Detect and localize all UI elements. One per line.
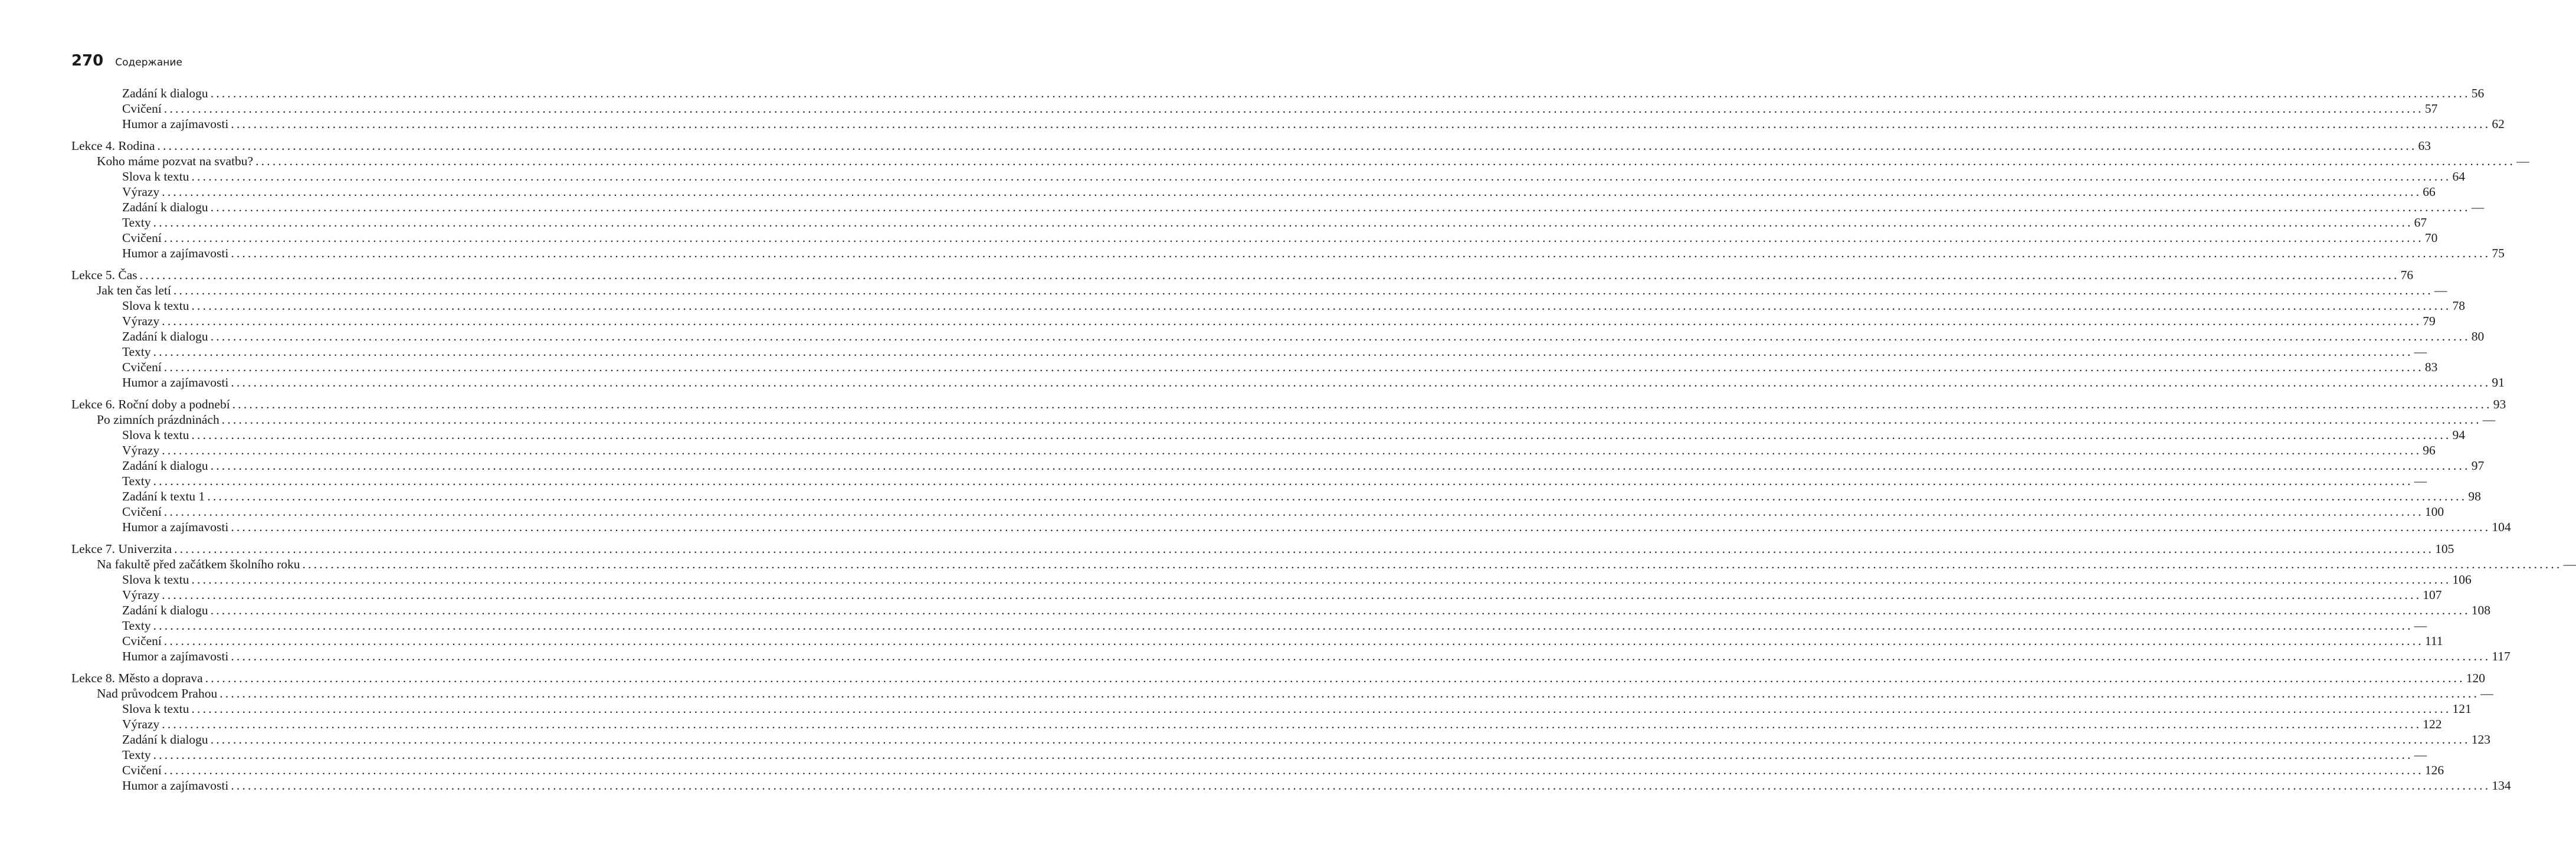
toc-entry-title: Texty [122,215,151,230]
toc-subentry-row[interactable] [71,473,2427,489]
toc-page-number: 111 [2424,634,2443,648]
toc-page-number: 105 [2435,542,2454,556]
toc-subentry-row[interactable] [71,246,2505,261]
toc-page-number: 56 [2471,86,2485,100]
toc-page-number: 80 [2471,329,2485,343]
toc-entry-title: Slova k textu [122,299,189,313]
toc-entry-title: Zadání k dialogu [122,86,208,100]
toc-lesson-row[interactable] [71,397,2506,412]
toc-entry-title: Humor a zajímavosti [122,778,229,793]
toc-subentry-row[interactable] [71,375,2505,390]
toc-section [71,541,2576,664]
toc-entry-title: Slova k textu [122,572,189,587]
dot-leader: ................................................................................................................................................................................................................................................................................................................................................................................................................ [231,649,2491,663]
toc-entry-title: Zadání k dialogu [122,732,208,747]
toc-entry-title: Koho máme pozvat na svatbu? [97,154,254,168]
toc-subentry-row[interactable] [71,344,2427,359]
toc-entry-title: Lekce 6. Roční doby a podnebí [71,397,230,411]
toc-entry-title: Lekce 5. Čas [71,268,137,282]
toc-entry-title: Zadání k textu 1 [122,489,205,503]
dot-leader: ................................................................................................................................................................................................................................................................................................................................................................................................................ [139,268,2400,282]
toc-entry-title: Po zimních prázdninách [97,413,219,427]
toc-entry-title: Cvičení [122,634,162,648]
toc-page-number: 98 [2468,489,2481,503]
toc-page-number: 75 [2492,246,2505,260]
toc-section [71,138,2529,261]
toc-lesson-row[interactable] [71,541,2454,557]
toc-chapter-row[interactable] [71,412,2496,427]
toc-entry-title: Lekce 4. Rodina [71,139,155,153]
dot-leader: ................................................................................................................................................................................................................................................................................................................................................................................................................ [210,86,2470,100]
dot-leader: ................................................................................................................................................................................................................................................................................................................................................................................................................ [207,489,2467,503]
toc-entry-title: Humor a zajímavosti [122,246,229,260]
toc-page-number: 78 [2452,299,2465,313]
toc-page-number: — [2414,748,2427,762]
toc-entry-title: Slova k textu [122,169,189,184]
toc-page-number: 104 [2492,520,2511,534]
toc-entry-title: Výrazy [122,717,160,731]
toc-subentry-row[interactable] [71,458,2485,473]
toc-page-number: — [2482,413,2496,427]
toc-page-number: 93 [2493,397,2506,411]
dot-leader: ................................................................................................................................................................................................................................................................................................................................................................................................................ [210,603,2470,617]
dot-leader: ................................................................................................................................................................................................................................................................................................................................................................................................................ [162,717,2422,731]
toc-subentry-row[interactable] [71,359,2438,375]
toc-entry-title: Na fakultě před začátkem školního roku [97,557,300,571]
dot-leader: ................................................................................................................................................................................................................................................................................................................................................................................................................ [191,572,2452,587]
toc-subentry-row[interactable] [71,747,2427,762]
dot-leader: ................................................................................................................................................................................................................................................................................................................................................................................................................ [153,748,2413,762]
toc-entry-title: Texty [122,618,151,633]
toc-page-number: 66 [2423,185,2436,199]
toc-entry-title: Cvičení [122,505,162,519]
dot-leader: ................................................................................................................................................................................................................................................................................................................................................................................................................ [162,443,2422,457]
toc-page-number: — [2471,200,2485,214]
toc-page-number: 83 [2424,360,2438,374]
dot-leader: ................................................................................................................................................................................................................................................................................................................................................................................................................ [210,732,2470,747]
toc-entry-title: Humor a zajímavosti [122,117,229,131]
toc-entry-title: Texty [122,345,151,359]
dot-leader: ................................................................................................................................................................................................................................................................................................................................................................................................................ [163,634,2424,648]
toc-page-number: 108 [2471,603,2490,617]
toc-lesson-row[interactable] [71,267,2414,283]
toc-page-number: 120 [2466,671,2485,685]
toc-page-number: 76 [2400,268,2414,282]
dot-leader: ................................................................................................................................................................................................................................................................................................................................................................................................................ [255,154,2516,168]
dot-leader: ................................................................................................................................................................................................................................................................................................................................................................................................................ [162,588,2422,602]
toc-page-number: 79 [2423,314,2436,328]
toc-entry-title: Výrazy [122,443,160,457]
dot-leader: ................................................................................................................................................................................................................................................................................................................................................................................................................ [191,428,2452,442]
dot-leader: ................................................................................................................................................................................................................................................................................................................................................................................................................ [231,117,2491,131]
toc-page-number: 67 [2414,215,2427,230]
dot-leader: ................................................................................................................................................................................................................................................................................................................................................................................................................ [302,557,2562,571]
toc-subentry-row[interactable] [71,572,2472,587]
toc-entry-title: Texty [122,474,151,488]
toc-page-number: 107 [2423,588,2442,602]
toc-page-number: 70 [2424,231,2438,245]
toc-subentry-row[interactable] [71,298,2465,313]
toc-entry-title: Zadání k dialogu [122,200,208,214]
toc-page-number: — [2414,618,2427,633]
toc-entry-title: Humor a zajímavosti [122,520,229,534]
toc-entry-title: Cvičení [122,102,162,116]
dot-leader: ................................................................................................................................................................................................................................................................................................................................................................................................................ [163,360,2424,374]
toc-section [71,397,2511,535]
toc-page-number: 57 [2424,102,2438,116]
toc-subentry-row[interactable] [71,427,2465,443]
dot-leader: ................................................................................................................................................................................................................................................................................................................................................................................................................ [231,778,2491,793]
toc-subentry-row[interactable] [71,716,2442,732]
dot-leader: ................................................................................................................................................................................................................................................................................................................................................................................................................ [163,231,2424,245]
dot-leader: ................................................................................................................................................................................................................................................................................................................................................................................................................ [205,671,2465,685]
toc-section [71,86,2505,132]
toc-subentry-row[interactable] [71,184,2436,199]
toc-subentry-row[interactable] [71,230,2438,246]
dot-leader: ................................................................................................................................................................................................................................................................................................................................................................................................................ [191,299,2452,313]
toc-page-number: 96 [2423,443,2436,457]
dot-leader: ................................................................................................................................................................................................................................................................................................................................................................................................................ [191,169,2452,184]
dot-leader: ................................................................................................................................................................................................................................................................................................................................................................................................................ [163,102,2424,116]
dot-leader: ................................................................................................................................................................................................................................................................................................................................................................................................................ [174,542,2434,556]
toc-page-number: — [2563,557,2576,571]
dot-leader: ................................................................................................................................................................................................................................................................................................................................................................................................................ [162,185,2422,199]
toc-chapter-row[interactable] [71,557,2576,572]
toc-page-number: 100 [2424,505,2444,519]
toc-entry-title: Slova k textu [122,702,189,716]
dot-leader: ................................................................................................................................................................................................................................................................................................................................................................................................................ [231,375,2491,390]
dot-leader: ................................................................................................................................................................................................................................................................................................................................................................................................................ [221,413,2482,427]
toc-subentry-row[interactable] [71,329,2485,344]
toc-chapter-row[interactable] [71,153,2529,169]
toc-entry-title: Lekce 8. Město a doprava [71,671,203,685]
dot-leader: ................................................................................................................................................................................................................................................................................................................................................................................................................ [153,215,2413,230]
page-number: 270 [71,52,104,70]
toc-subentry-row[interactable] [71,778,2511,793]
toc-subentry-row[interactable] [71,101,2438,116]
toc-page-number: — [2434,283,2447,297]
toc-subentry-row[interactable] [71,762,2444,778]
toc-chapter-row[interactable] [71,283,2447,298]
toc-subentry-row[interactable] [71,86,2485,101]
dot-leader: ................................................................................................................................................................................................................................................................................................................................................................................................................ [231,520,2491,534]
dot-leader: ................................................................................................................................................................................................................................................................................................................................................................................................................ [163,505,2424,519]
dot-leader: ................................................................................................................................................................................................................................................................................................................................................................................................................ [173,283,2433,297]
toc-page-number: 134 [2492,778,2511,793]
toc-entry-title: Lekce 7. Univerzita [71,542,172,556]
toc-page-number: — [2414,345,2427,359]
dot-leader: ................................................................................................................................................................................................................................................................................................................................................................................................................ [219,686,2480,701]
toc-entry-title: Jak ten čas letí [97,283,171,297]
toc-entry-title: Nad průvodcem Prahou [97,686,218,701]
toc-page-number: 97 [2471,459,2485,473]
toc-page-number: 122 [2423,717,2442,731]
toc-section [71,670,2511,793]
page-header [71,52,182,70]
toc-lesson-row[interactable] [71,670,2485,686]
toc-subentry-row[interactable] [71,116,2505,132]
dot-leader: ................................................................................................................................................................................................................................................................................................................................................................................................................ [162,314,2422,328]
toc-entry-title: Zadání k dialogu [122,459,208,473]
toc-page-number: 94 [2452,428,2465,442]
dot-leader: ................................................................................................................................................................................................................................................................................................................................................................................................................ [163,763,2424,777]
dot-leader: ................................................................................................................................................................................................................................................................................................................................................................................................................ [210,200,2470,214]
toc-page-number: 91 [2492,375,2505,390]
dot-leader: ................................................................................................................................................................................................................................................................................................................................................................................................................ [153,618,2413,633]
toc-entry-title: Zadání k dialogu [122,329,208,343]
toc-page-number: 106 [2452,572,2472,587]
dot-leader: ................................................................................................................................................................................................................................................................................................................................................................................................................ [210,459,2470,473]
toc-subentry-row[interactable] [71,215,2427,230]
running-title: Содержание [115,57,182,68]
toc-entry-title: Humor a zajímavosti [122,649,229,663]
toc-entry-title: Výrazy [122,185,160,199]
toc-subentry-row[interactable] [71,618,2427,633]
toc-entry-title: Cvičení [122,360,162,374]
dot-leader: ................................................................................................................................................................................................................................................................................................................................................................................................................ [191,702,2452,716]
dot-leader: ................................................................................................................................................................................................................................................................................................................................................................................................................ [232,397,2492,411]
toc-subentry-row[interactable] [71,519,2511,535]
toc-page-number: 62 [2492,117,2505,131]
toc-subentry-row[interactable] [71,169,2465,184]
toc-lesson-row[interactable] [71,138,2431,153]
toc-entry-title: Slova k textu [122,428,189,442]
toc-subentry-row[interactable] [71,199,2485,215]
toc-subentry-row[interactable] [71,313,2436,329]
dot-leader: ................................................................................................................................................................................................................................................................................................................................................................................................................ [157,139,2417,153]
toc-subentry-row[interactable] [71,701,2472,716]
toc-entry-title: Cvičení [122,231,162,245]
toc-entry-title: Humor a zajímavosti [122,375,229,390]
toc-subentry-row[interactable] [71,443,2436,458]
toc-page-number: — [2414,474,2427,488]
dot-leader: ................................................................................................................................................................................................................................................................................................................................................................................................................ [153,474,2413,488]
toc-page-number: — [2480,686,2493,701]
table-of-contents [71,86,2576,800]
toc-page-number: 64 [2452,169,2465,184]
toc-page-number: 63 [2418,139,2431,153]
toc-page-number: 117 [2492,649,2511,663]
toc-page-number: 123 [2471,732,2490,747]
toc-entry-title: Výrazy [122,588,160,602]
dot-leader: ................................................................................................................................................................................................................................................................................................................................................................................................................ [231,246,2491,260]
toc-subentry-row[interactable] [71,649,2511,664]
toc-page-number: 126 [2424,763,2444,777]
toc-page-number: — [2516,154,2529,168]
dot-leader: ................................................................................................................................................................................................................................................................................................................................................................................................................ [210,329,2470,343]
toc-entry-title: Zadání k dialogu [122,603,208,617]
toc-entry-title: Výrazy [122,314,160,328]
toc-subentry-row[interactable] [71,732,2490,747]
dot-leader: ................................................................................................................................................................................................................................................................................................................................................................................................................ [153,345,2413,359]
toc-chapter-row[interactable] [71,686,2493,701]
toc-subentry-row[interactable] [71,633,2443,649]
toc-entry-title: Cvičení [122,763,162,777]
toc-entry-title: Texty [122,748,151,762]
toc-subentry-row[interactable] [71,587,2442,603]
toc-page-number: 121 [2452,702,2472,716]
toc-subentry-row[interactable] [71,504,2444,519]
toc-subentry-row[interactable] [71,489,2481,504]
toc-section [71,267,2505,390]
toc-subentry-row[interactable] [71,603,2490,618]
